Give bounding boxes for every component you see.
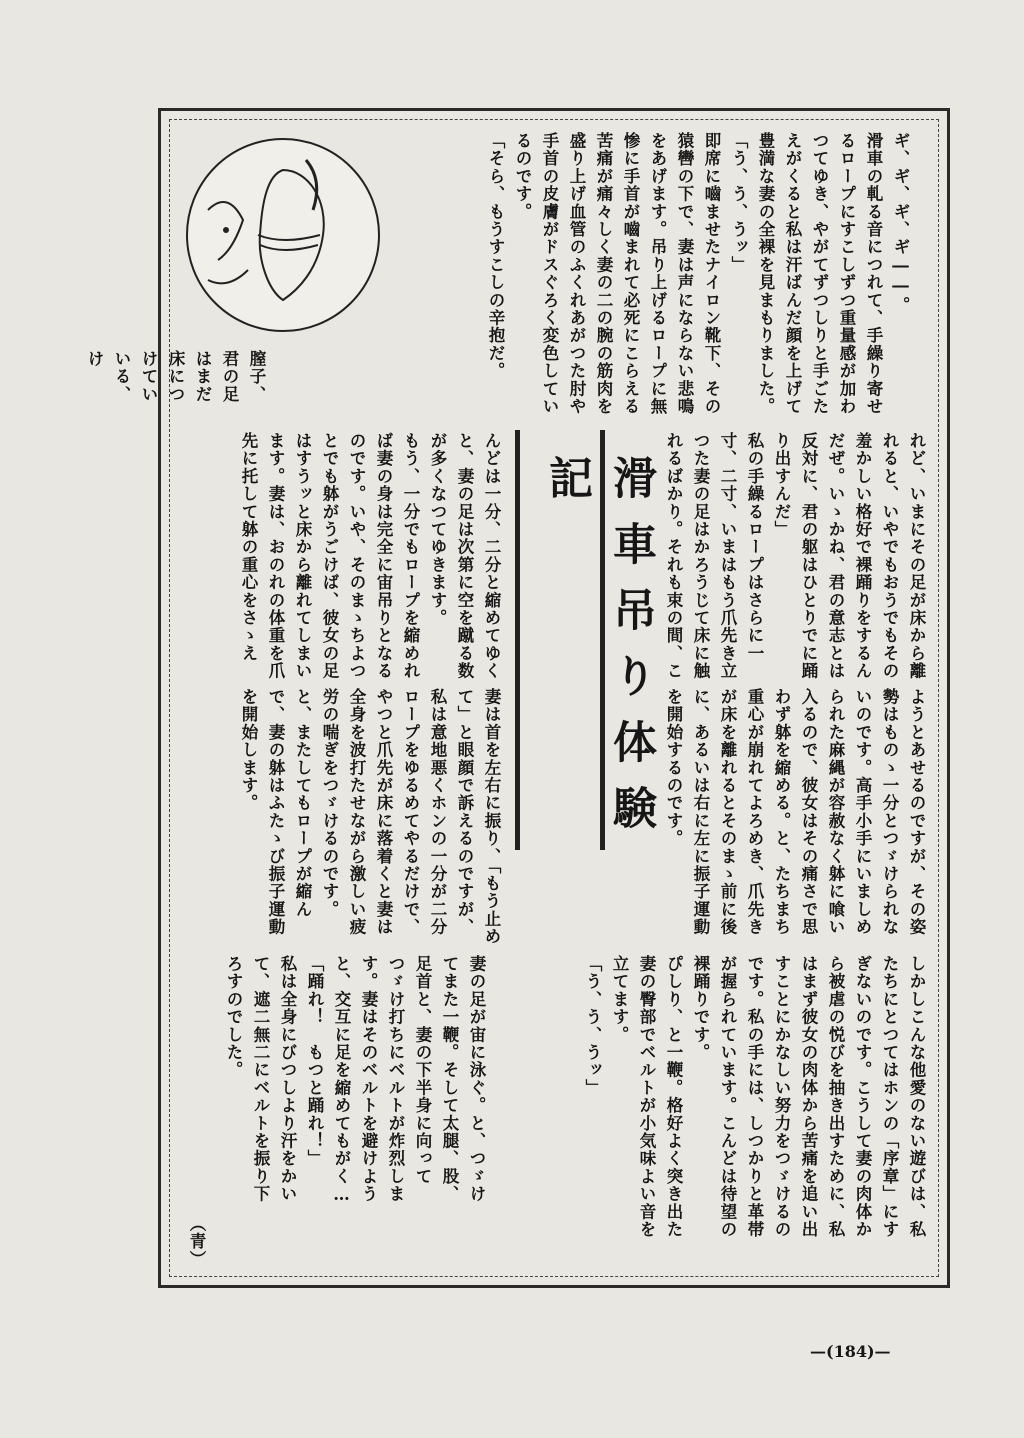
body-text-col2-bottom: んどは一分、二分と縮めてゆくと、妻の足は次第に空を蹴る数が多くなつてゆきます。 もう、一分でもロープを縮めれば妻の身は完全に宙吊りとなるのです。いや、そのまゝちよつとでも躰がうごけば、彼女の足はすうッと床から離れてしまいます。妻は、おのれの体重を爪先に托して躰の重心をさゝえ [239, 432, 501, 680]
page-number: —(184)— [810, 1342, 891, 1361]
body-text-top-right: ギ、ギ、ギ、ギ――。 滑車の軋る音につれて、手繰り寄せるロープにすこしずつ重量感が加わつてゆき、やがてずつしりと手ごたえがくると私は汗ばんだ顔を上げて豊満な妻の全裸を見まもりました。 「う、う、うッ」 即席に嚙ませたナイロン靴下、その猿轡の下で、妻は声にならない悲鳴をあげます。吊り上げるロープに無惨に手首が嚙まれて必死にこらえる苦痛が痛々しく妻の二の腕の筋肉を盛り上げ血管のふくれあがつた肘や手首の皮膚がドスぐろく変色しているのです。 「そら、もうすこしの辛抱だ。 [486, 132, 910, 416]
body-text-col2-top: れど、いまにその足が床から離れると、いやでもおうでもその羞かしい格好で裸踊りをするんだぜ。いゝかね、君の意志とは反対に、君の躯はひとりでに踊り出すんだ」 私の手繰るロープはさらに一寸、二寸、いまはもう爪先き立つた妻の足はかろうじて床に触れるばかり。それも束の間、こ [664, 432, 926, 680]
body-text-top-left: 膣子、君の足はまだ床につけていいる、け [85, 350, 266, 404]
body-text-col3-bottom: 妻は首を左右に振り、「もう止めて」と眼顔で訴えるのですが、私は意地悪くホンの一分が二分ロープをゆるめてやるだけで、やつと爪先が床に落着くと妻は全身を波打たせながら激しい疲労の喘ぎをつゞけるのです。と、またしてもロープが縮んで、妻の躰はふたゝび振子運動を開始します。 [239, 688, 501, 946]
signature: （青） [187, 1215, 206, 1269]
illustration [186, 138, 380, 332]
body-text-col3-top: ようとあせるのですが、その姿勢はものゝ一分とつゞけられないのです。高手小手にいましめられた麻縄が容赦なく躰に喰い入るので、彼女はその痛さで思わず躰を縮める。と、たちまち重心が崩れてよろめき、爪先きが床を離れるとそのまゝ前に後に、あるいは右に左に振子運動を開始するのです。 [664, 688, 926, 936]
body-text-col4-top: しかしこんな他愛のない遊びは、私たちにとつてはホンの「序章」にすぎないのです。こうして妻の肉体から被虐の悦びを抽き出すために、私はまず彼女の肉体から苦痛を追い出すことにかなしい努力をつゞけるのです。私の手には、しつかりと革帯が握られています。こんどは待望の裸踊りです。 ぴしり、と一鞭。格好よく突き出た妻の臀部でベルトが小気味よい音を立てます。 「う、う、うッ」 [583, 955, 926, 1239]
article-title: 滑車吊り体験記 [541, 455, 656, 851]
title-rule [515, 430, 520, 850]
body-text-col4-bottom: 妻の足が宙に泳ぐ。と、つゞけてまた一鞭。そして太腿、股、足首と、妻の下半身に向ってつゞけ打ちにベルトが炸烈します。妻はそのベルトを避けようと、交互に足を縮めてもがく…「踊れ！ もつと踊れ！」 私は全身にびつしより汗をかいて、遮二無二にベルトを振り下ろすのでした。 [224, 955, 486, 1206]
